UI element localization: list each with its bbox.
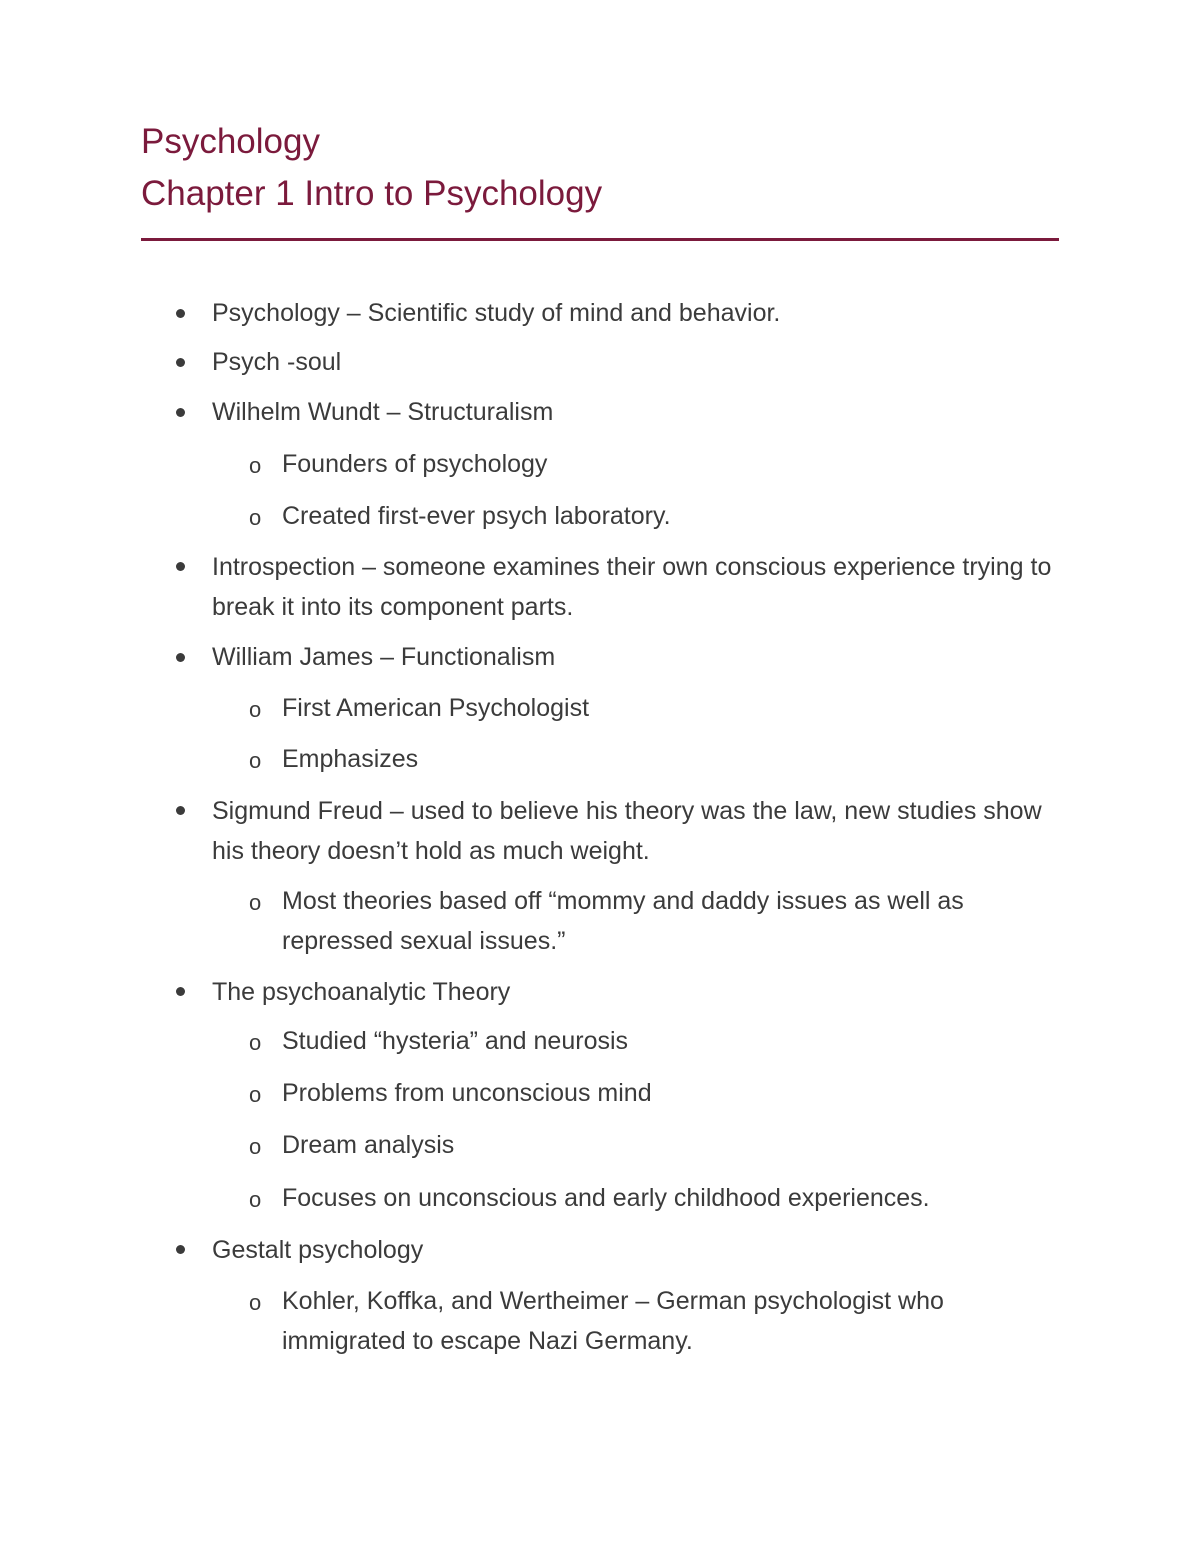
- sub-list-item: Founders of psychology: [282, 450, 548, 478]
- list-item: William James – Functionalism: [212, 643, 556, 671]
- sub-list-item: First American Psychologist: [282, 694, 590, 722]
- circle-bullet-icon: o: [249, 453, 262, 478]
- sub-list-item: Kohler, Koffka, and Wertheimer – German psychologist who immigrated to escape Nazi Germany.: [282, 1287, 944, 1355]
- circle-bullet-icon: o: [249, 505, 262, 530]
- circle-bullet-icon: o: [249, 1030, 262, 1055]
- bullet-icon: [176, 562, 185, 571]
- list-item: Psych -soul: [212, 348, 342, 376]
- sub-list-item: Dream analysis: [282, 1131, 455, 1159]
- bullet-icon: [176, 987, 185, 996]
- list-item: Sigmund Freud – used to believe his theory was the law, new studies show his theory doesn’t hold as much weight.: [212, 797, 1042, 865]
- bullet-icon: [176, 1245, 185, 1254]
- bullet-icon: [176, 358, 185, 367]
- sub-list-item: Emphasizes: [282, 745, 419, 773]
- list-item: Wilhelm Wundt – Structuralism: [212, 398, 554, 426]
- bullet-icon: [176, 408, 185, 417]
- circle-bullet-icon: o: [249, 697, 262, 722]
- circle-bullet-icon: o: [249, 1187, 262, 1212]
- circle-bullet-icon: o: [249, 1290, 262, 1315]
- sub-list-item: Studied “hysteria” and neurosis: [282, 1027, 629, 1055]
- chapter-title: Chapter 1 Intro to Psychology: [141, 174, 603, 213]
- sub-list-item: Problems from unconscious mind: [282, 1079, 652, 1107]
- document-title: Psychology: [141, 122, 320, 161]
- list-item: Psychology – Scientific study of mind and behavior.: [212, 299, 781, 327]
- list-item: Introspection – someone examines their own conscious experience trying to break it into its component parts.: [212, 553, 1052, 621]
- circle-bullet-icon: o: [249, 748, 262, 773]
- list-item: Gestalt psychology: [212, 1236, 424, 1264]
- circle-bullet-icon: o: [249, 1134, 262, 1159]
- sub-list-item: Created first-ever psych laboratory.: [282, 502, 671, 530]
- sub-list-item: Focuses on unconscious and early childhood experiences.: [282, 1184, 930, 1212]
- bullet-icon: [176, 309, 185, 318]
- bullet-icon: [176, 653, 185, 662]
- sub-list-item: Most theories based off “mommy and daddy issues as well as repressed sexual issues.”: [282, 887, 964, 955]
- circle-bullet-icon: o: [249, 890, 262, 915]
- bullet-icon: [176, 806, 185, 815]
- title-divider: [141, 238, 1059, 241]
- list-item: The psychoanalytic Theory: [212, 978, 511, 1006]
- circle-bullet-icon: o: [249, 1082, 262, 1107]
